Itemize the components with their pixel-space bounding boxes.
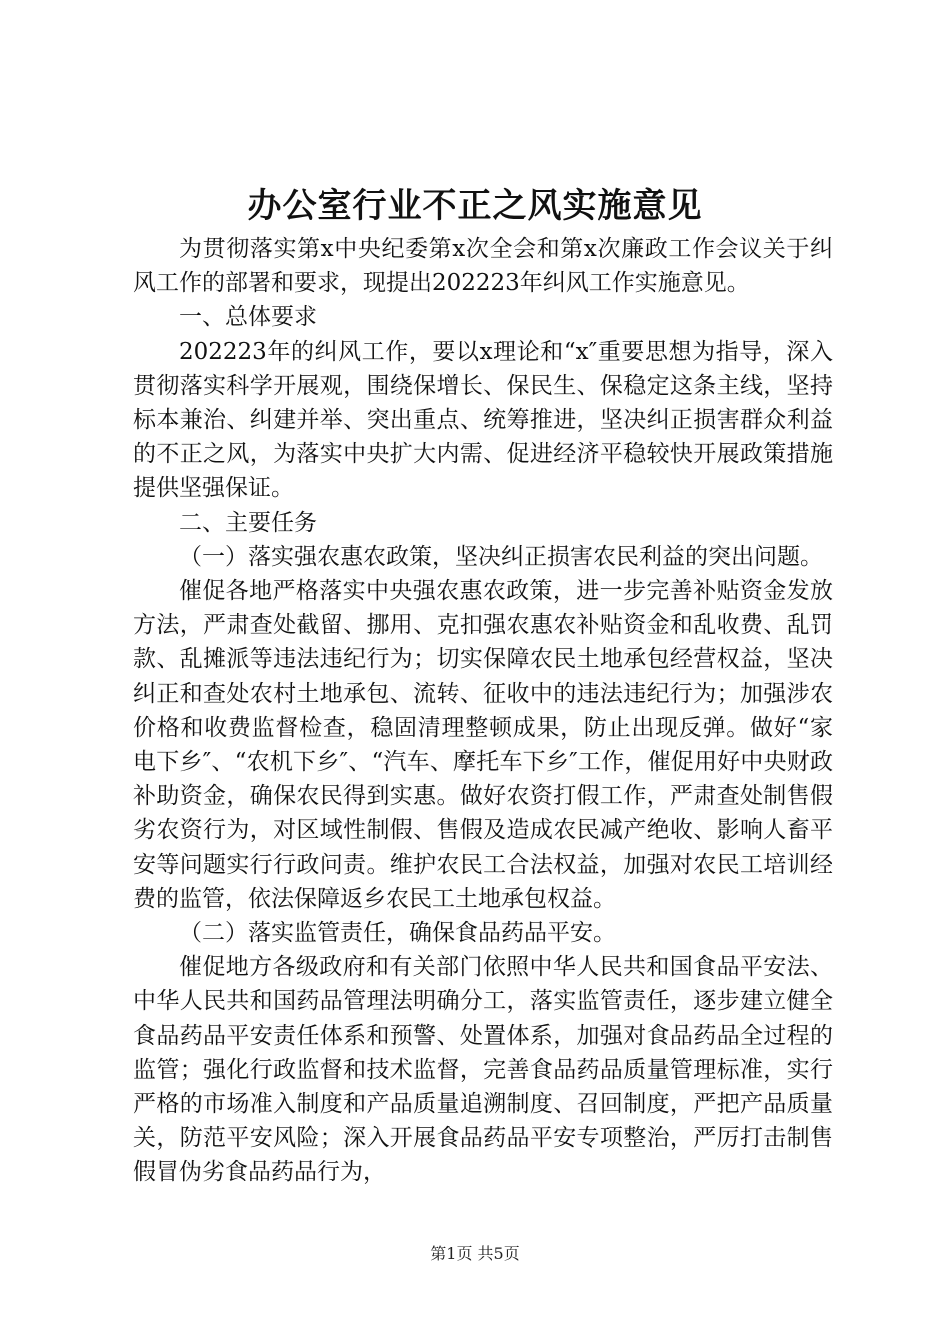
- document-title: 办公室行业不正之风实施意见: [247, 186, 703, 226]
- document-body: [133, 232, 833, 1190]
- paragraph-intro: 为贯彻落实第x中央纪委第x次全会和第x次廉政工作会议关于纠风工作的部署和要求，现提出202223年纠风工作实施意见。: [133, 236, 833, 297]
- subheading-task-1: （一）落实强农惠农政策，坚决纠正损害农民利益的突出问题。: [179, 543, 823, 570]
- paragraph-task-2: 催促地方各级政府和有关部门依照中华人民共和国食品平安法、中华人民共和国药品管理法明确分工，落实监管责任，逐步建立健全食品药品平安责任体系和预警、处置体系，加强对食品药品全过程的监管；强化行政监督和技术监督，完善食品药品质量管理标准，实行严格的市场准入制度和产品质量追溯制度、召回制度，严把产品质量关，防范平安风险；深入开展食品药品平安专项整治，严厉打击制售假冒伪劣食品药品行为，: [133, 954, 833, 1186]
- subheading-task-2: （二）落实监管责任，确保食品药品平安。: [179, 920, 616, 947]
- heading-overall-requirements: 一、总体要求: [179, 304, 317, 331]
- heading-main-tasks: 二、主要任务: [179, 509, 317, 536]
- page-footer: 第1页 共5页: [430, 1244, 520, 1263]
- paragraph-task-1: 催促各地严格落实中央强农惠农政策，进一步完善补贴资金发放方法，严肃查处截留、挪用、克扣强农惠农补贴资金和乱收费、乱罚款、乱摊派等违法违纪行为；切实保障农民土地承包经营权益，坚决纠正和查处农村土地承包、流转、征收中的违法违纪行为；加强涉农价格和收费监督检查，稳固清理整顿成果，防止出现反弹。做好“家电下乡″、“农机下乡″、“汽车、摩托车下乡″工作，催促用好中央财政补助资金，确保农民得到实惠。做好农资打假工作，严肃查处制售假劣农资行为，对区域性制假、售假及造成农民减产绝收、影响人畜平安等问题实行行政问责。维护农民工合法权益，加强对农民工培训经费的监管，依法保障返乡农民工土地承包权益。: [133, 578, 833, 912]
- paragraph-overall-requirements: 202223年的纠风工作，要以x理论和“x″重要思想为指导，深入贯彻落实科学开展观，围绕保增长、保民生、保稳定这条主线，坚持标本兼治、纠建并举、突出重点、统筹推进，坚决纠正损害群众利益的不正之风，为落实中央扩大内需、促进经济平稳较快开展政策措施提供坚强保证。: [133, 338, 833, 502]
